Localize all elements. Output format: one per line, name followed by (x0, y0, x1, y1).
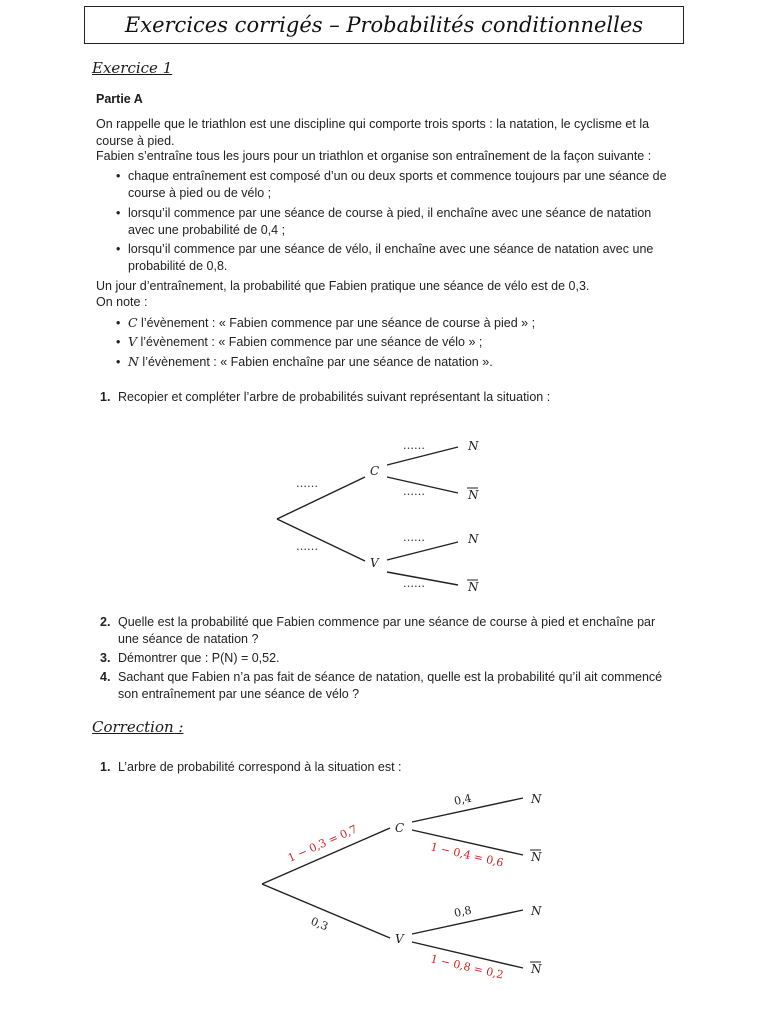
question-item (100, 650, 670, 667)
branch-label-v: 0,3 (308, 914, 330, 934)
bullet-dot: • (116, 335, 121, 349)
tree-node-v: V (370, 556, 379, 570)
branch-label-v-n: 0,8 (452, 903, 473, 920)
bullet-dot: • (116, 169, 121, 183)
tree-leaf-not-n: N (531, 962, 542, 976)
tree-leaf-not-n: N (468, 488, 479, 502)
blank-probability-tree (0, 425, 768, 600)
rule-item (116, 241, 671, 274)
bullet-dot: • (116, 242, 121, 256)
blank-placeholder: …… (296, 477, 318, 490)
event-item (116, 315, 671, 332)
exercise-title: Exercice 1 (92, 59, 173, 77)
blank-placeholder: …… (403, 577, 425, 590)
correction-title: Correction : (92, 718, 184, 736)
rule-text: lorsqu’il commence par une séance de vélo, il enchaîne avec une séance de natation avec une probabilité de 0,8. (128, 242, 654, 273)
event-symbol: C (128, 315, 138, 330)
notation-intro: On note : (96, 295, 148, 309)
answer-number: 1. (100, 760, 111, 774)
rule-item (116, 168, 671, 201)
event-item (116, 334, 671, 351)
tree-leaf-not-n: N (468, 580, 479, 594)
part-heading: Partie A (96, 92, 143, 106)
tree-node-c: C (370, 464, 380, 478)
blank-placeholder: …… (403, 485, 425, 498)
question-number: 2. (100, 615, 111, 629)
tree-leaf-n: N (468, 439, 479, 453)
page-title-box (84, 6, 684, 44)
tree-leaf-n: N (531, 904, 542, 918)
question-number: 1. (100, 390, 111, 404)
page-title: Exercices corrigés – Probabilités conditionnelles (124, 13, 644, 37)
tree-node-v: V (395, 932, 404, 946)
event-text: l’évènement : « Fabien commence par une séance de course à pied » ; (137, 316, 536, 330)
branch-label-c-not-n: 1 − 0,4 = 0,6 (429, 840, 505, 870)
tree-branch (277, 519, 365, 561)
answer-item (100, 759, 670, 776)
question-item (100, 389, 670, 406)
bullet-dot: • (116, 316, 121, 330)
tree-branch (277, 477, 365, 519)
rule-text: chaque entraînement est composé d’un ou deux sports et commence toujours par une séance de course à pied ou de vélo ; (128, 169, 667, 200)
question-item (100, 669, 670, 702)
tree-leaf-n: N (531, 792, 542, 806)
question-text: Quelle est la probabilité que Fabien commence par une séance de course à pied et enchaîne par une séance de natation ? (118, 615, 656, 646)
tree-leaf-n: N (468, 532, 479, 546)
tree-node-c: C (395, 821, 405, 835)
branch-label-c-n: 0,4 (452, 791, 473, 808)
question-number: 3. (100, 651, 111, 665)
question-text: Démontrer que : P(N) = 0,52. (118, 651, 280, 665)
rule-item (116, 205, 671, 238)
intro-paragraph-1: On rappelle que le triathlon est une discipline qui comporte trois sports : la natation, le cyclisme et la course à pied. (96, 117, 650, 148)
tree-leaf-not-n: N (531, 850, 542, 864)
question-item (100, 614, 670, 647)
blank-placeholder: …… (403, 531, 425, 544)
tree-branch (387, 542, 458, 560)
blank-placeholder: …… (296, 540, 318, 553)
event-symbol: N (128, 354, 139, 369)
blank-placeholder: …… (403, 439, 425, 452)
completed-probability-tree (0, 780, 768, 1004)
bullet-dot: • (116, 355, 121, 369)
bullet-dot: • (116, 206, 121, 220)
rule-text: lorsqu’il commence par une séance de course à pied, il enchaîne avec une séance de natation avec une probabilité de 0,4 ; (128, 206, 652, 237)
event-item (116, 354, 671, 371)
question-number: 4. (100, 670, 111, 684)
event-text: l’évènement : « Fabien enchaîne par une séance de natation ». (138, 355, 493, 369)
question-text: Sachant que Fabien n’a pas fait de séance de natation, quelle est la probabilité qu’il ait commencé son entraînement par une séance de vélo ? (118, 670, 663, 701)
event-symbol: V (128, 334, 138, 349)
question-text: Recopier et compléter l’arbre de probabilités suivant représentant la situation : (118, 390, 551, 404)
branch-label-v-not-n: 1 − 0,8 = 0,2 (429, 952, 505, 982)
intro-paragraph-2: Fabien s’entraîne tous les jours pour un triathlon et organise son entraînement de la façon suivante : (96, 149, 652, 163)
event-text: l’évènement : « Fabien commence par une séance de vélo » ; (137, 335, 483, 349)
branch-label-c: 1 − 0,3 = 0,7 (285, 822, 360, 865)
probability-statement: Un jour d’entraînement, la probabilité que Fabien pratique une séance de vélo est de 0,3. (96, 279, 590, 293)
answer-text: L’arbre de probabilité correspond à la situation est : (118, 760, 402, 774)
